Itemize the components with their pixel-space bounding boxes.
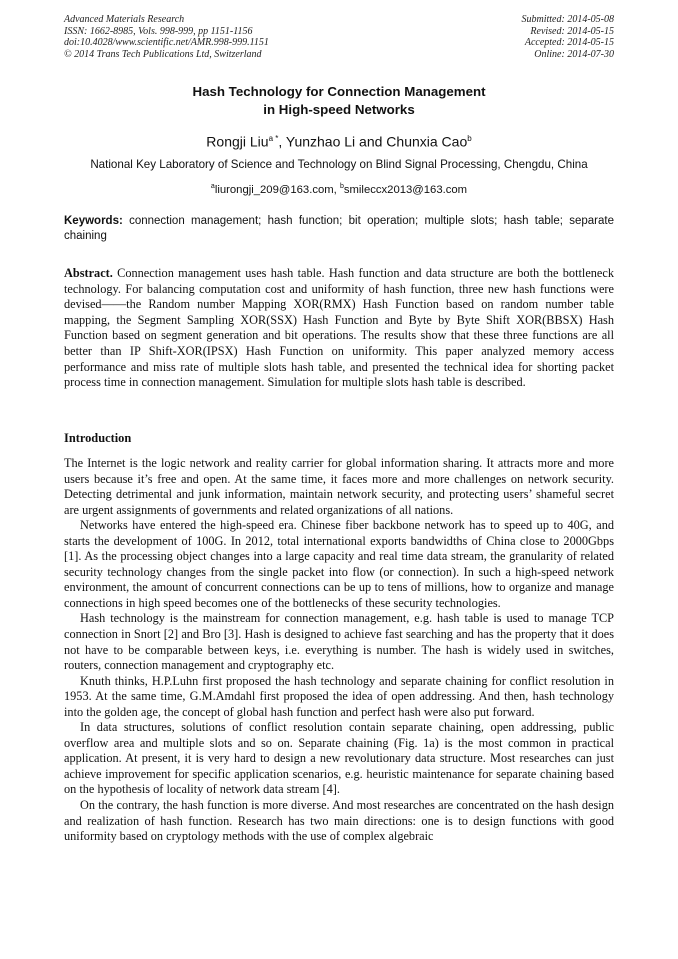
title-line-2: in High-speed Networks (263, 102, 415, 117)
abstract (64, 266, 614, 391)
intro-paragraph-1: The Internet is the logic network and reality carrier for global information sharing. It attracts more and more users because it’s free and open. At the same time, it faces more and more challenges on network security. Detecting detrimental and junk information, maintain network security, and protecting users’ shameful secret are urgent assignments of governments and related organizations of all nations. (64, 456, 614, 517)
date-revised: Revised: 2014-05-15 (530, 25, 614, 37)
intro-paragraph-3: Hash technology is the mainstream for connection management, e.g. hash table is used to manage TCP connection in Snort [2] and Bro [3]. Hash is designed to achieve fast searching and has the property that it does not have to be comparable between keys, i.e. everything is number. The hash is widely used in switches, routers, connection management and cryptography etc. (64, 611, 614, 673)
email-b-marker: b (339, 183, 344, 190)
journal-doi: doi:10.4028/www.scientific.net/AMR.998-999.1151 (64, 37, 269, 48)
author-1: Rongji Liu (206, 133, 269, 150)
section-heading-introduction: Introduction (64, 431, 132, 445)
author-1-marker: a * (268, 134, 279, 143)
author-list (0, 130, 678, 151)
journal-name: Advanced Materials Research (64, 14, 185, 25)
intro-paragraph-2: Networks have entered the high-speed era. Chinese fiber backbone network has to speed up to 40G, and starts the development of 100G. In 2012, total international exports bandwidths of China close to 2000Gbps [1]. As the processing object changes into a large capacity and real time data stream, the granularity of related security technology changes from the single packet into flow (or connection). In such a high-speed network environment, the amount of concurrent connections can be up to tens of millions, how to organize and manage connections in high speed becomes one of the bottlenecks of these security technologies. (64, 518, 614, 610)
intro-paragraph-4: Knuth thinks, H.P.Luhn first proposed the hash technology and separate chaining for conflict resolution in 1953. At the same time, G.M.Amdahl first proposed the idea of open addressing. And then, hash technology into the golden age, the concept of global hash function and perfect hash were also put forward. (64, 673, 614, 719)
introduction-body (64, 456, 614, 845)
keywords-label: Keywords: (64, 215, 123, 227)
abstract-label: Abstract. (64, 266, 113, 280)
author-3-marker: b (467, 134, 472, 143)
date-accepted: Accepted: 2014-05-15 (524, 37, 614, 48)
date-submitted: Submitted: 2014-05-08 (521, 14, 614, 25)
publication-dates (522, 14, 615, 60)
email-b: smileccx2013@163.com (343, 183, 468, 196)
journal-copyright: © 2014 Trans Tech Publications Ltd, Switzerland (64, 48, 262, 60)
abstract-text: Connection management uses hash table. Hash function and data structure are both the bottleneck technology. For balancing computation cost and uniformity of hash function, three new hash functions were devised——the Random number Mapping XOR(RMX) Hash Function based on random number table mapping, the Segment Sampling XOR(SSX) Hash Function and Byte by Byte Shift XOR(BBSX) Hash Function based on segment generation and bit operations. The results show that these three functions are all better than IP Shift-XOR(IPSX) Hash Function on uniformity. This paper analyzed memory access performance and miss rate of multiple slots hash table, and presented the technical idea for shorting packet process time in connection management. Simulation for multiple slots hash table is described. (64, 266, 614, 390)
author-separator: , (278, 133, 283, 150)
email-a-marker: a (210, 183, 215, 190)
title-line-1: Hash Technology for Connection Management (192, 84, 486, 99)
email-a: liurongji_209@163.com, (214, 183, 340, 196)
intro-paragraph-5: In data structures, solutions of conflict resolution contain separate chaining, open addressing, public overflow area and multiple slots and so on. Separate chaining (Fig. 1a) is the most common in practical application. At present, it is very hard to design a new revolutionary data structure. Most researches can just achieve improvement for specific application scenarios, e.g. heuristic maintenance for separate chaining based on the hypothesis of locality of network data stream [4]. (64, 720, 614, 797)
keywords-text: connection management; hash function; bit operation; multiple slots; hash table; separate chaining (64, 215, 614, 242)
author-emails (0, 179, 678, 198)
journal-info (64, 14, 269, 60)
intro-paragraph-6: On the contrary, the hash function is more diverse. And most researches are concentrated on the hash design and realization of hash function. Research has two main directions: one is to design functions with good uniformity based on cryptology methods with the use of complex algebraic (64, 798, 614, 844)
keywords (64, 214, 614, 244)
authors-2-3: Yunzhao Li and Chunxia Cao (282, 133, 468, 150)
affiliation: National Key Laboratory of Science and Technology on Blind Signal Processing, Chengdu, China (90, 158, 588, 171)
paper-title (0, 83, 678, 119)
date-online: Online: 2014-07-30 (534, 48, 614, 60)
journal-issn: ISSN: 1662-8985, Vols. 998-999, pp 1151-1156 (64, 25, 253, 37)
